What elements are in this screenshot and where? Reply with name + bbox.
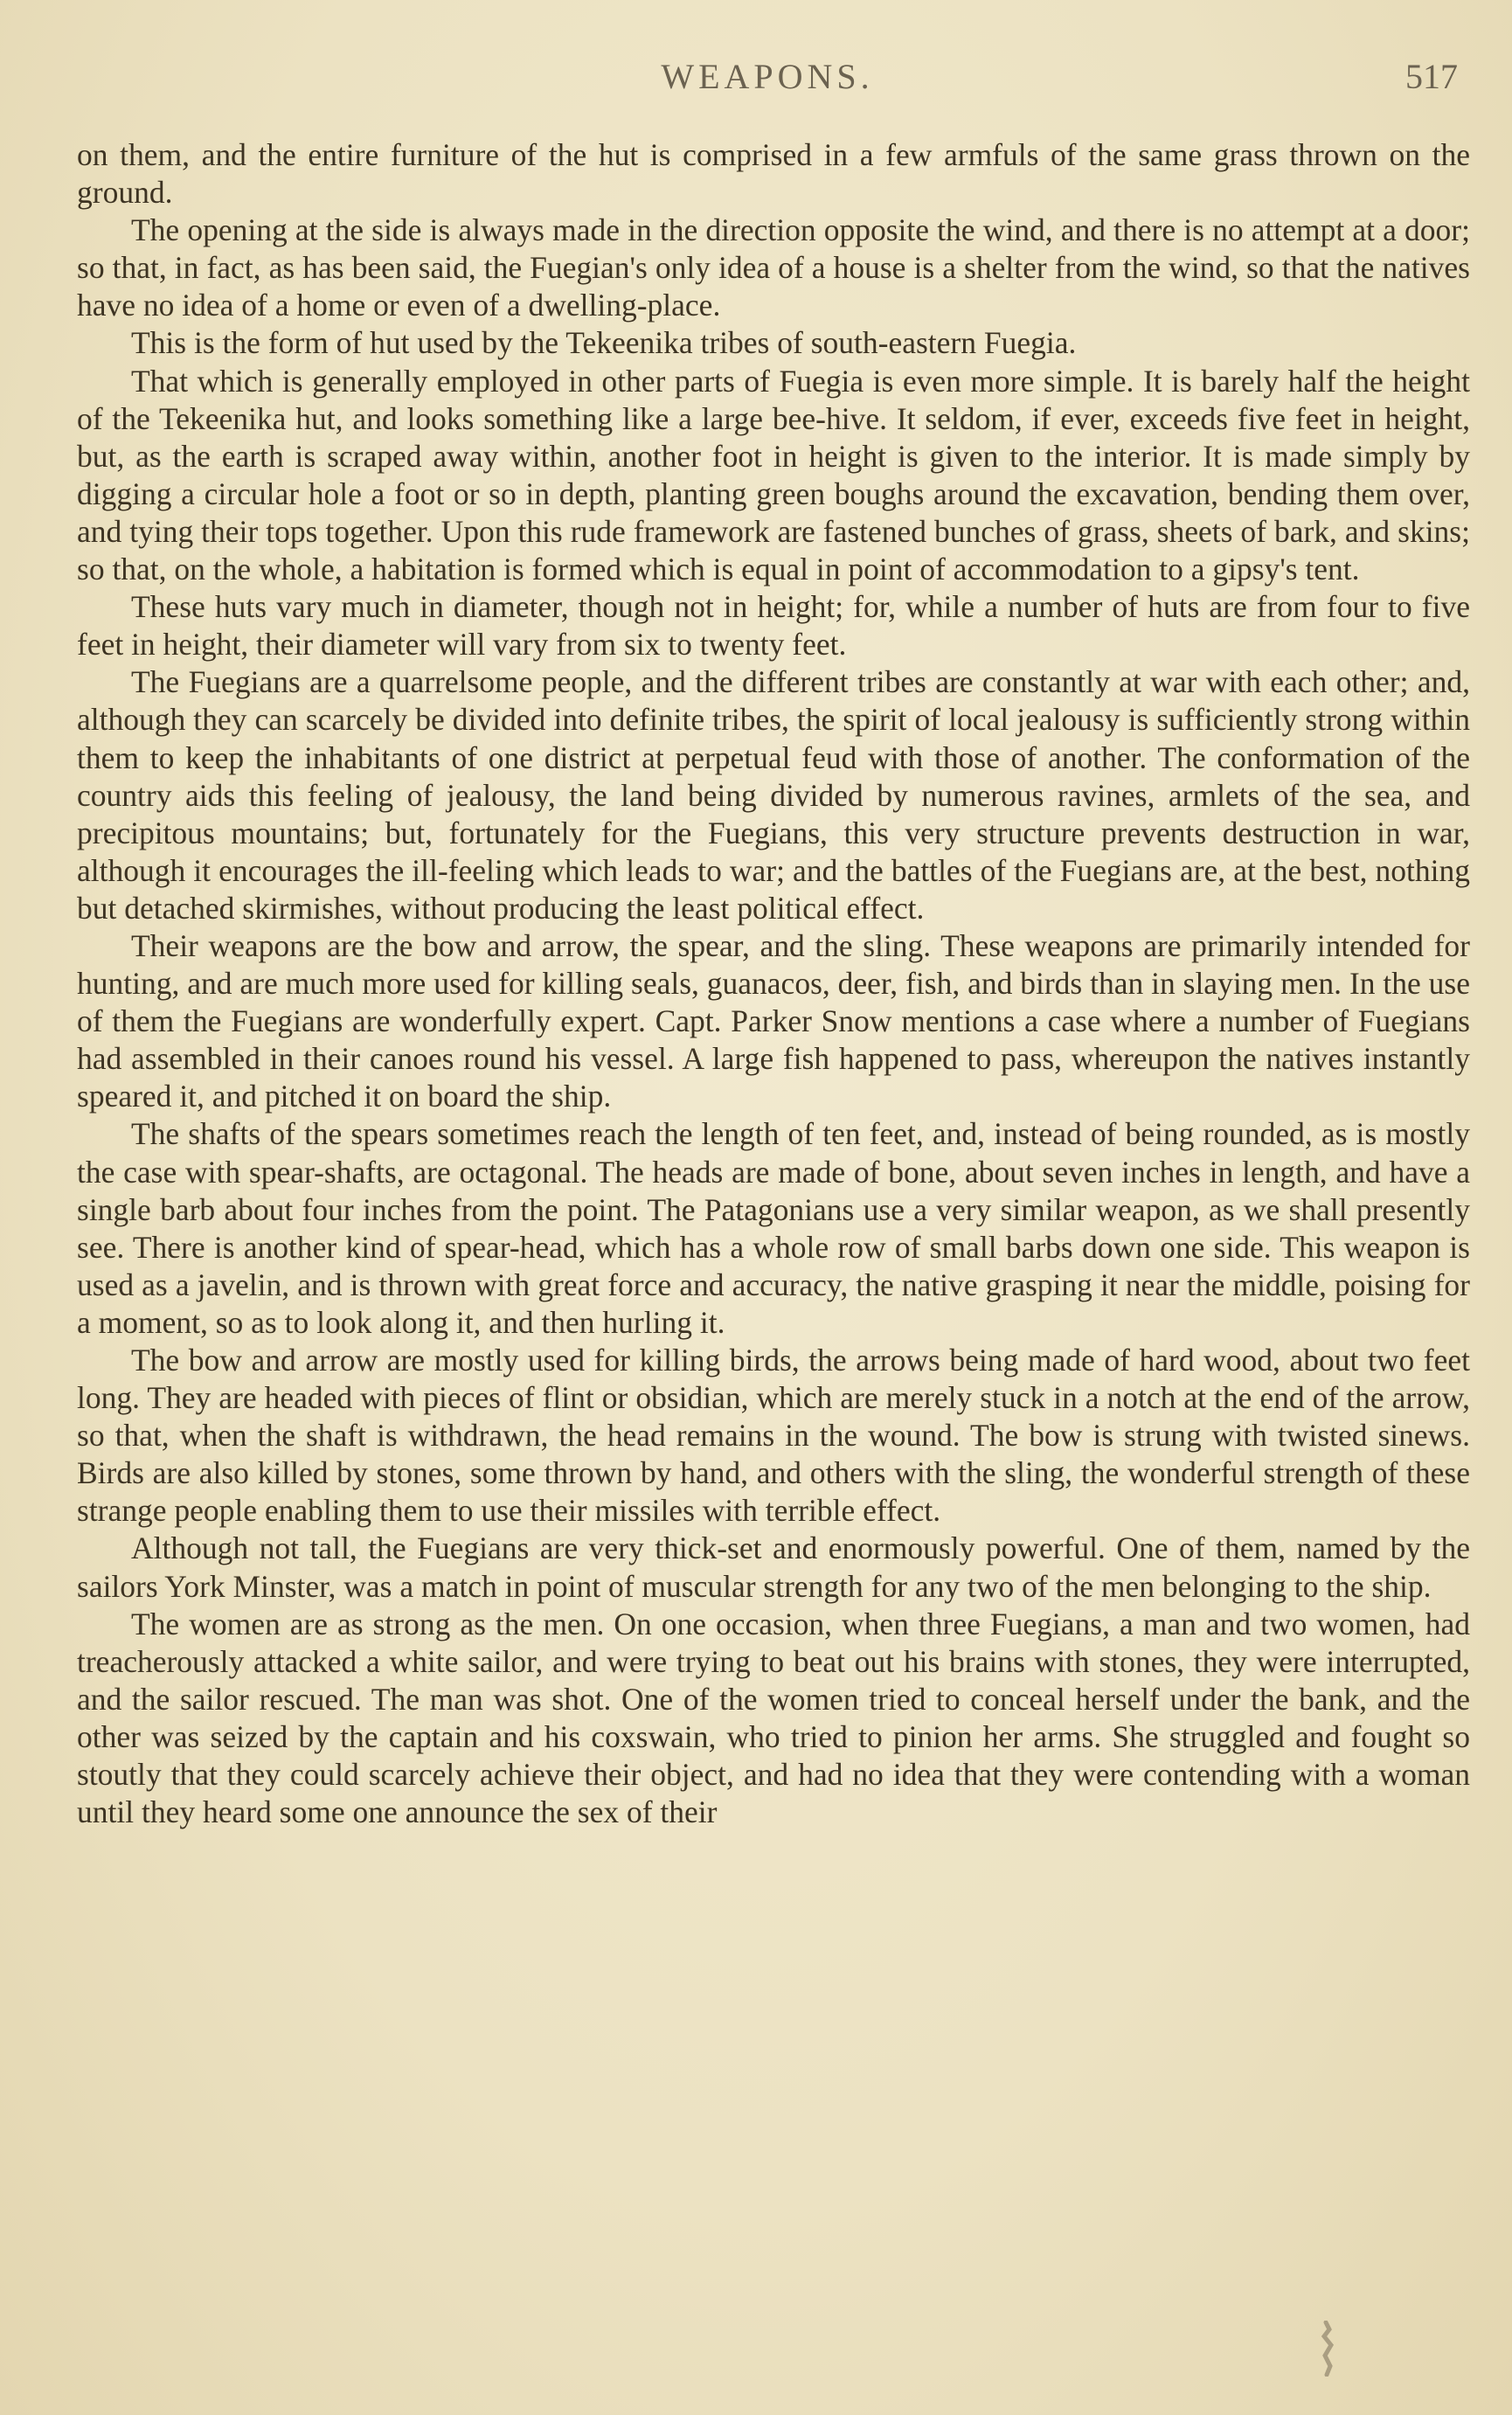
page-header: [77, 56, 1458, 108]
paragraph-1: on them, and the entire furniture of the hut is comprised in a few armfuls of the same grass thrown on the ground.: [77, 137, 1470, 211]
paragraph-4: That which is generally employed in other parts of Fuegia is even more simple. It is barely half the height of the Tekeenika hut, and looks something like a large bee-hive. It seldom, if ever, exceeds five feet in height, but, as the earth is scraped away within, another foot in height is given to the interior. It is made simply by digging a circular hole a foot or so in depth, planting green boughs around the excavation, bending them over, and tying their tops together. Upon this rude framework are fastened bunches of grass, sheets of bark, and skins; so that, on the whole, a habitation is formed which is equal in point of accommodation to a gipsy's tent.: [77, 363, 1470, 587]
paragraph-2: The opening at the side is always made in the direction opposite the wind, and there is no attempt at a door; so that, in fact, as has been said, the Fuegian's only idea of a house is a shelter from the wind, so that the natives have no idea of a home or even of a dwelling-place.: [77, 212, 1470, 323]
paragraph-7: Their weapons are the bow and arrow, the spear, and the sling. These weapons are primarily intended for hunting, and are much more used for killing seals, guanacos, deer, fish, and birds than in slaying men. In the use of them the Fuegians are wonderfully expert. Capt. Parker Snow mentions a case where a number of Fuegians had assembled in their canoes round his vessel. A large fish happened to pass, whereupon the natives instantly speared it, and pitched it on board the ship.: [77, 927, 1470, 1114]
ink-smudge-mark: [1315, 2321, 1340, 2377]
paragraph-10: Although not tall, the Fuegians are very thick-set and enormously powerful. One of them, named by the sailors York Minster, was a match in point of muscular strength for any two of the men belonging to the ship.: [77, 1530, 1470, 1604]
paragraph-9: The bow and arrow are mostly used for killing birds, the arrows being made of hard wood, about two feet long. They are headed with pieces of flint or obsidian, which are merely stuck in a notch at the end of the arrow, so that, when the shaft is withdrawn, the head remains in the wound. The bow is strung with twisted sinews. Birds are also killed by stones, some thrown by hand, and others with the sling, the wonderful strength of these strange people enabling them to use their missiles with terrible effect.: [77, 1343, 1470, 1529]
paragraph-5: These huts vary much in diameter, though not in height; for, while a number of huts are from four to five feet in height, their diameter will vary from six to twenty feet.: [77, 589, 1470, 663]
running-title: WEAPONS.: [661, 57, 874, 96]
body-text: [77, 136, 1470, 1831]
paragraph-11: The women are as strong as the men. On one occasion, when three Fuegians, a man and two women, had treacherously attacked a white sailor, and were trying to beat out his brains with stones, they were interrupted, and the sailor rescued. The man was shot. One of the women tried to conceal herself under the bank, and the other was seized by the captain and his coxswain, who tried to pinion her arms. She struggled and fought so stoutly that they could scarcely achieve their object, and had no idea that they were contending with a woman until they heard some one announce the sex of their: [77, 1606, 1470, 1830]
paragraph-8: The shafts of the spears sometimes reach the length of ten feet, and, instead of being rounded, as is mostly the case with spear-shafts, are octagonal. The heads are made of bone, about seven inches in length, and have a single barb about four inches from the point. The Patagonians use a very similar weapon, as we shall presently see. There is another kind of spear-head, which has a whole row of small barbs down one side. This weapon is used as a javelin, and is thrown with great force and accuracy, the native grasping it near the middle, poising for a moment, so as to look along it, and then hurling it.: [77, 1116, 1470, 1340]
page-number: 517: [1405, 57, 1458, 96]
paragraph-3: This is the form of hut used by the Tekeenika tribes of south-eastern Fuegia.: [131, 325, 1077, 361]
paragraph-6: The Fuegians are a quarrelsome people, and the different tribes are constantly at war with each other; and, although they can scarcely be divided into definite tribes, the spirit of local jealousy is sufficiently strong within them to keep the inhabitants of one district at perpetual feud with those of another. The conformation of the country aids this feeling of jealousy, the land being divided by numerous ravines, armlets of the sea, and precipitous mountains; but, fortunately for the Fuegians, this very structure prevents destruction in war, although it encourages the ill-feeling which leads to war; and the battles of the Fuegians are, at the best, nothing but detached skirmishes, without producing the least political effect.: [77, 664, 1470, 926]
